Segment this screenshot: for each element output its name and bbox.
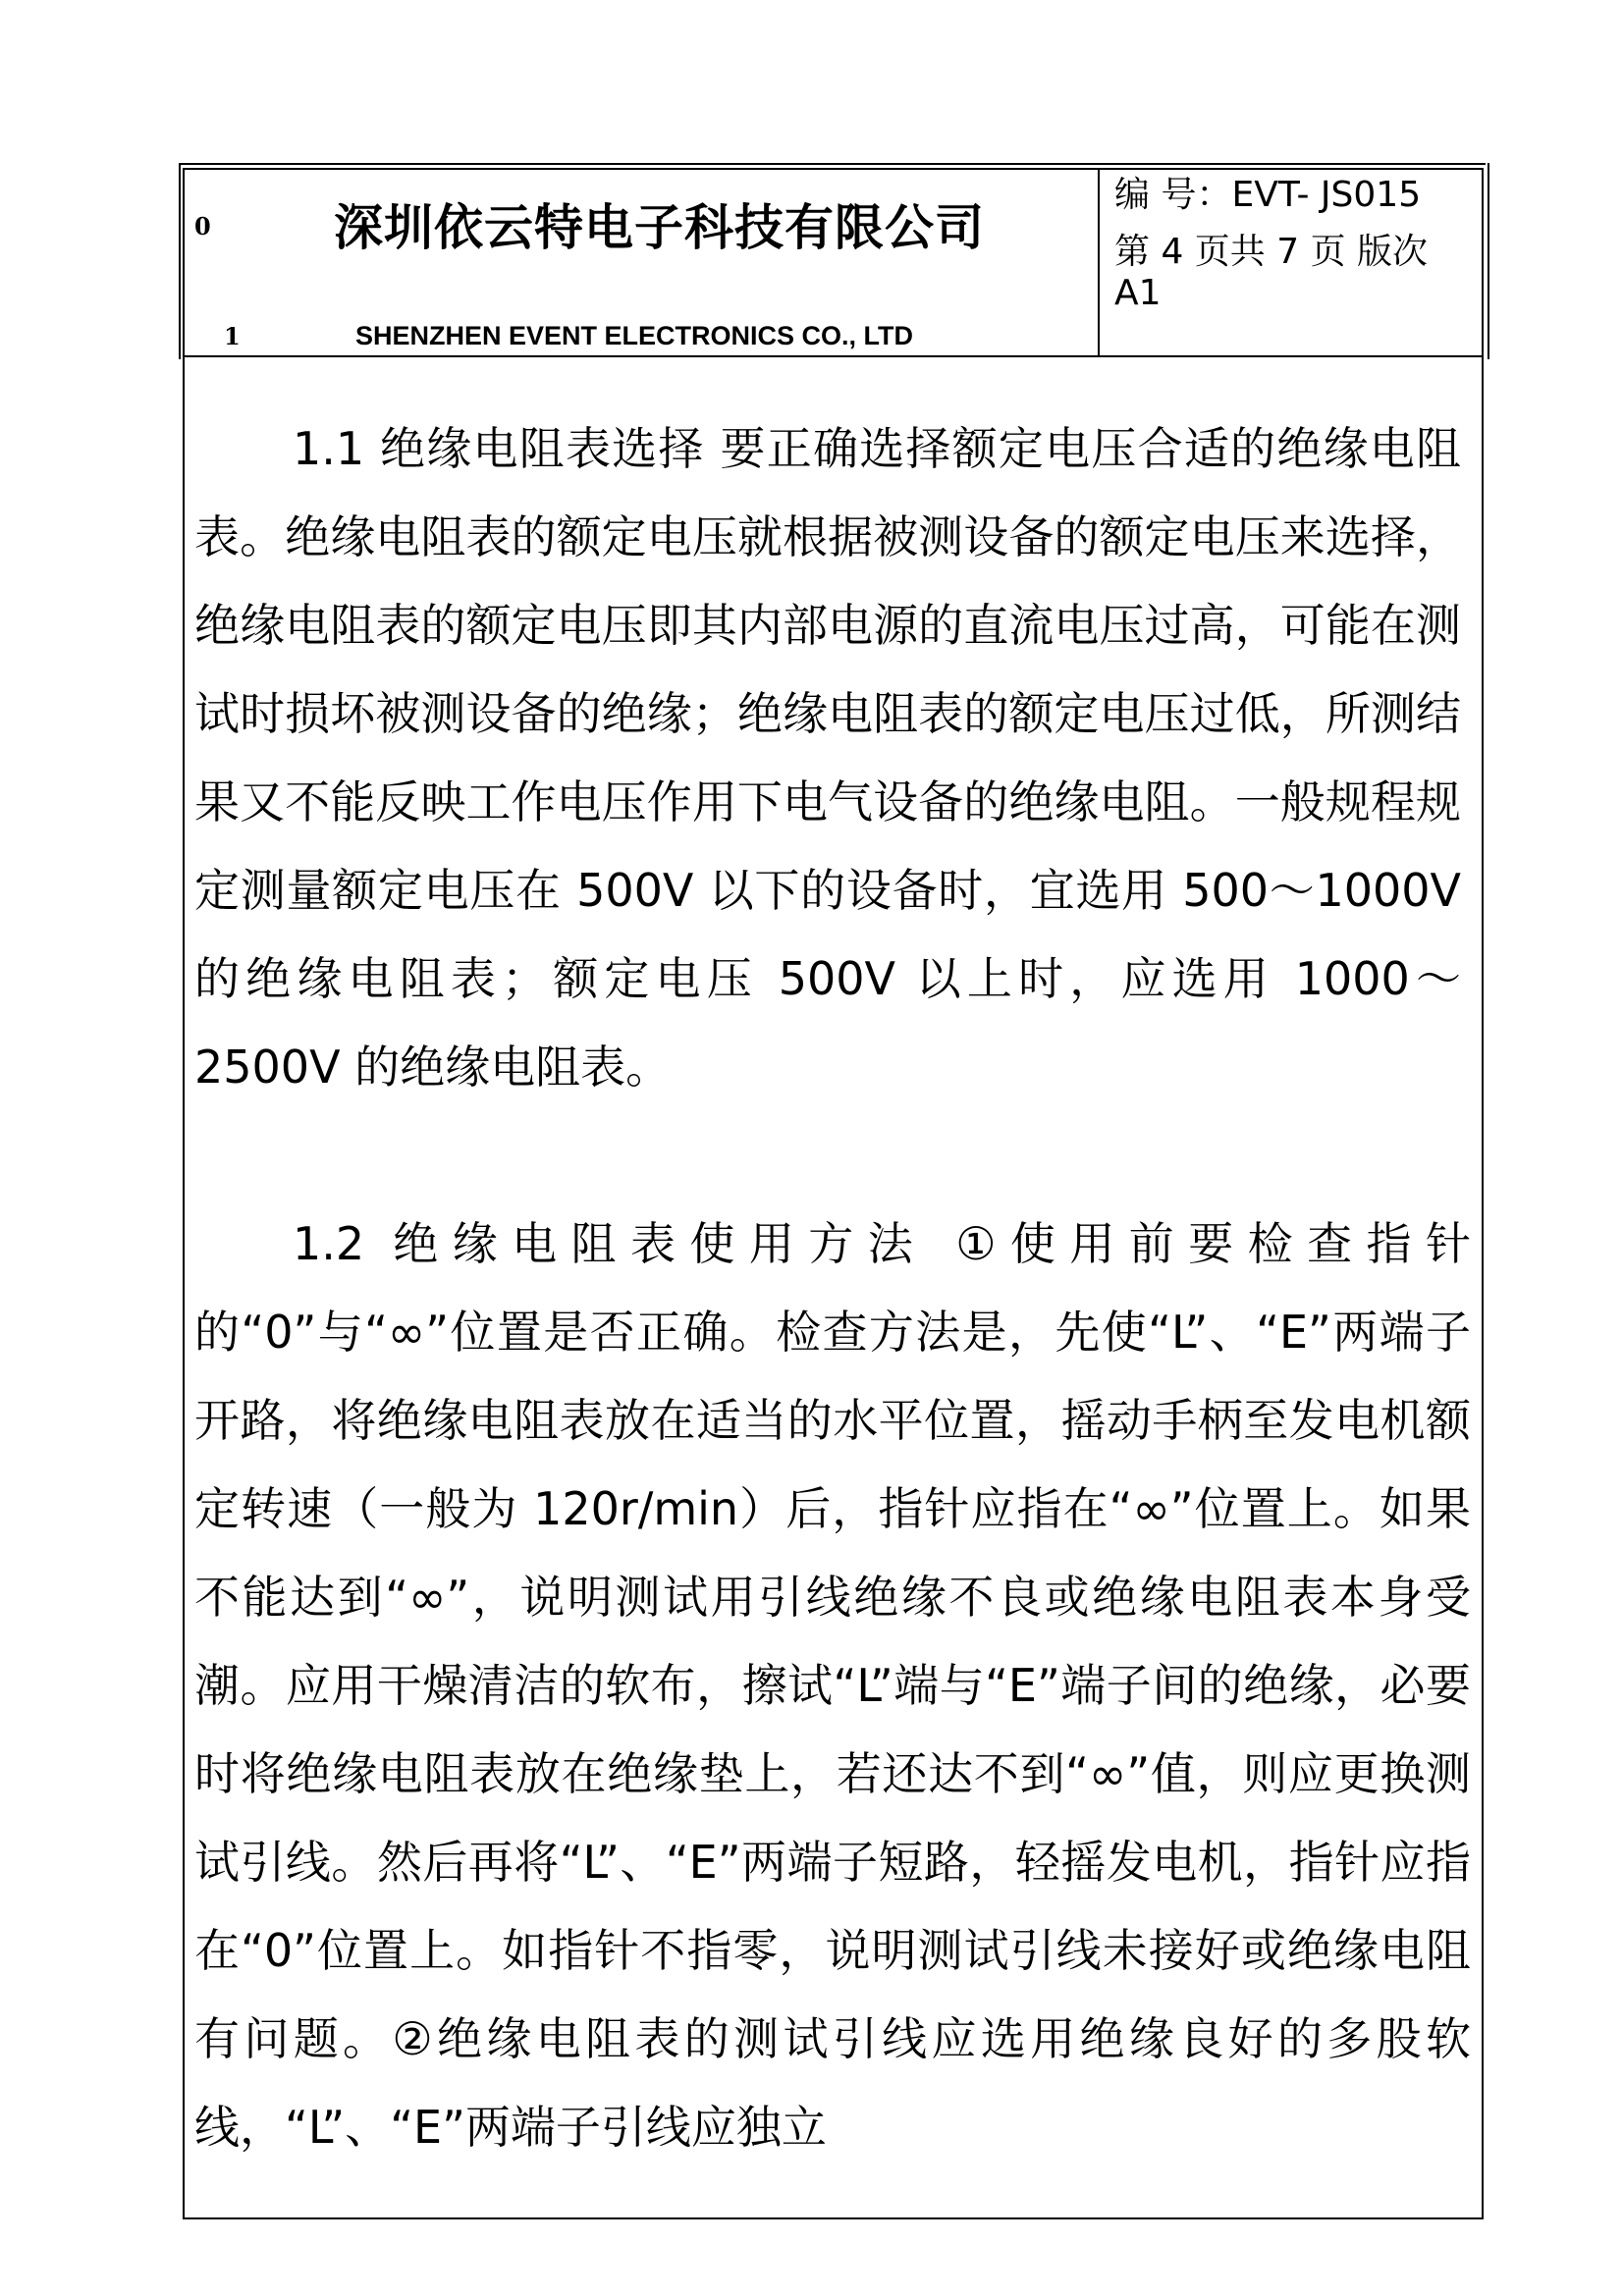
paragraph-2: 1.2 绝缘电阻表使用方法 ①使用前要检查指针的“0”与“∞”位置是否正确。检查方法是，先使“L”、“E”两端子开路，将绝缘电阻表放在适当的水平位置，摇动手柄至发电机额定转速（一般为 120r/min）后，指针应指在“∞”位置上。如果不能达到“∞”，说明测试用引线绝缘不良或绝缘电阻表本身受潮。应用干燥清洁的软布，擦试“L”端与“E”端子间的绝缘，必要时将绝缘电阻表放在绝缘垫上，若还达不到“∞”值，则应更换测试引线。然后再将“L”、“E”两端子短路，轻摇发电机，指针应指在“0”位置上。如指针不指零，说明测试引线未接好或绝缘电阻有问题。②绝缘电阻表的测试引线应选用绝缘良好的多股软线，“L”、“E”两端子引线应独立 xyxy=(194,1217,1471,2154)
frame-right-outer-line xyxy=(1488,163,1489,359)
company-name-cn: 深圳依云特电子科技有限公司 xyxy=(334,199,985,256)
company-name-en: SHENZHEN EVENT ELECTRONICS CO., LTD xyxy=(355,321,914,350)
header-bottom-line xyxy=(183,355,1484,357)
page-info: 第 4 页共 7 页 版次 xyxy=(1114,232,1429,272)
header-row-number-0: 0 xyxy=(194,212,211,240)
version: A1 xyxy=(1114,273,1162,313)
header-divider-line xyxy=(1098,168,1100,355)
paragraph-1: 1.1 绝缘电阻表选择 要正确选择额定电压合适的绝缘电阻表。绝缘电阻表的额定电压就根据被测设备的额定电压来选择，绝缘电阻表的额定电压即其内部电源的直流电压过高，可能在测试时损坏被测设备的绝缘；绝缘电阻表的额定电压过低，所测结果又不能反映工作电压作用下电气设备的绝缘电阻。一般规程规定测量额定电压在 500V 以下的设备时，宜选用 500～1000V 的绝缘电阻表；额定电压 500V 以上时，应选用 1000～2500V 的绝缘电阻表。 xyxy=(194,422,1461,1094)
header-row-number-1: 1 xyxy=(224,322,241,350)
frame-top-outer-line xyxy=(180,163,1486,165)
frame-left-outer-line xyxy=(179,163,181,359)
doc-number: 编 号：EVT- JS015 xyxy=(1114,175,1422,215)
